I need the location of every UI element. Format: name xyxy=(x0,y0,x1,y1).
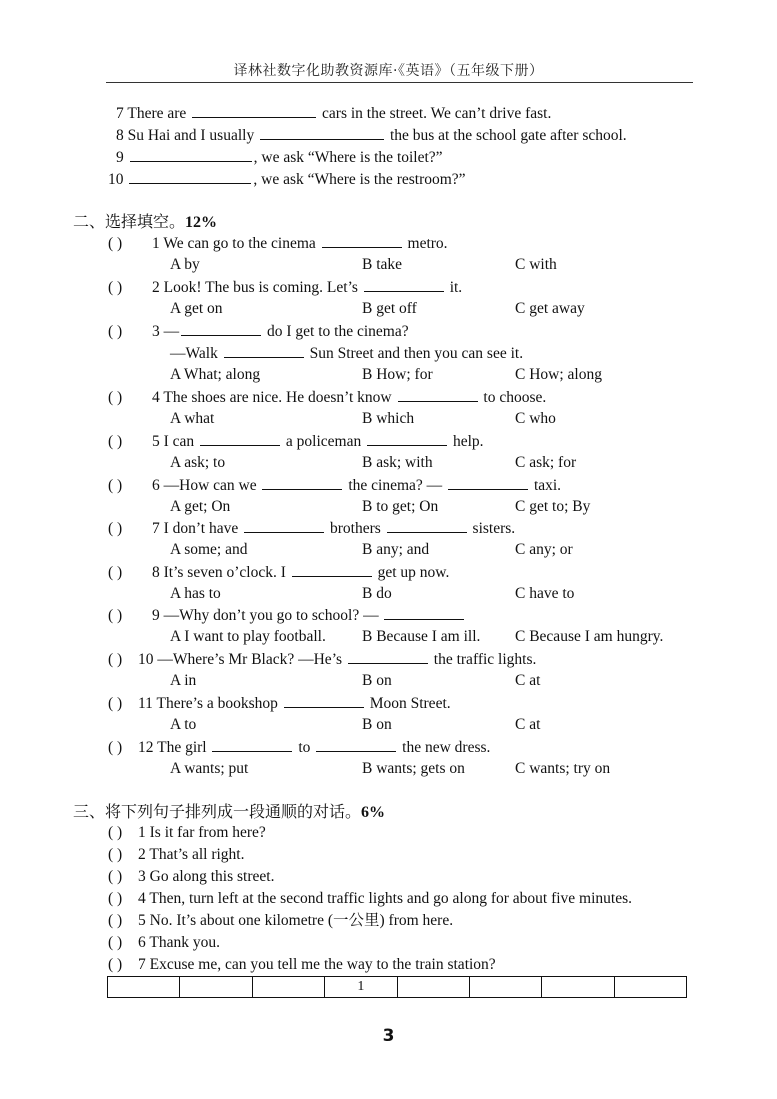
option-b[interactable]: B on xyxy=(362,716,392,733)
dialogue-sentence-1: ( ) 1 Is it far from here? xyxy=(108,824,266,841)
answer-blank[interactable] xyxy=(260,125,384,140)
answer-blank[interactable] xyxy=(130,147,252,162)
answer-blank xyxy=(181,321,261,336)
option-c[interactable]: C who xyxy=(515,410,556,427)
fill-item-7: 7 There are cars in the street. We can’t drive fast. xyxy=(116,105,552,122)
answer-paren[interactable]: ( ) xyxy=(108,477,123,494)
mc-question-11: ( ) 11 There’s a bookshop Moon Street. xyxy=(108,695,451,712)
answer-blank xyxy=(244,518,324,533)
answer-cell[interactable] xyxy=(180,977,252,998)
answer-cell[interactable] xyxy=(252,977,324,998)
answer-blank xyxy=(224,343,304,358)
answer-blank xyxy=(364,277,444,292)
option-c[interactable]: C any; or xyxy=(515,541,573,558)
fill-item-9: 9 , we ask “Where is the toilet?” xyxy=(116,149,443,166)
mc-question-6: ( ) 6 —How can we the cinema? — taxi. xyxy=(108,477,562,494)
answer-paren[interactable]: ( ) xyxy=(108,956,123,973)
option-b[interactable]: B How; for xyxy=(362,366,433,383)
page-header: 译林社数字化助教资源库·《英语》（五年级下册） xyxy=(233,63,544,79)
answer-paren[interactable]: ( ) xyxy=(108,846,123,863)
dialogue-sentence-4: ( ) 4 Then, turn left at the second traffic lights and go along for about five minutes. xyxy=(108,890,633,907)
answer-blank xyxy=(387,518,467,533)
mc-question-2: ( ) 2 Look! The bus is coming. Let’s it. xyxy=(108,279,463,296)
answer-cell[interactable] xyxy=(614,977,686,998)
answer-blank xyxy=(448,475,528,490)
option-b[interactable]: B ask; with xyxy=(362,454,433,471)
answer-paren[interactable]: ( ) xyxy=(108,564,123,581)
answer-blank xyxy=(292,562,372,577)
mc-question-5: ( ) 5 I can a policeman help. xyxy=(108,433,484,450)
option-c[interactable]: C get to; By xyxy=(515,498,591,515)
option-b[interactable]: B wants; gets on xyxy=(362,760,465,777)
mc-question-8: ( ) 8 It’s seven o’clock. I get up now. xyxy=(108,564,450,581)
mc-question-3-line-2: —Walk Sun Street and then you can see it. xyxy=(170,345,524,362)
answer-cell[interactable]: 1 xyxy=(325,977,397,998)
dialogue-sentence-2: ( ) 2 That’s all right. xyxy=(108,846,245,863)
option-b[interactable]: B Because I am ill. xyxy=(362,628,481,645)
answer-blank xyxy=(322,233,402,248)
option-c[interactable]: C at xyxy=(515,672,541,689)
option-b[interactable]: B to get; On xyxy=(362,498,439,515)
page-number: 3 xyxy=(382,1026,395,1046)
option-a[interactable]: A ask; to xyxy=(170,454,226,471)
answer-paren[interactable]: ( ) xyxy=(108,912,123,929)
option-b[interactable]: B which xyxy=(362,410,415,427)
answer-paren[interactable]: ( ) xyxy=(108,323,123,340)
option-c[interactable]: C at xyxy=(515,716,541,733)
option-c[interactable]: C wants; try on xyxy=(515,760,611,777)
answer-paren[interactable]: ( ) xyxy=(108,235,123,252)
option-a[interactable]: A has to xyxy=(170,585,221,602)
answer-blank xyxy=(200,431,280,446)
mc-question-9: ( ) 9 —Why don’t you go to school? — xyxy=(108,605,466,626)
answer-paren[interactable]: ( ) xyxy=(108,934,123,951)
option-b[interactable]: B on xyxy=(362,672,392,689)
answer-cell[interactable] xyxy=(108,977,180,998)
answer-blank xyxy=(384,605,464,620)
answer-paren[interactable]: ( ) xyxy=(108,739,123,756)
option-a[interactable]: A get on xyxy=(170,300,223,317)
option-c[interactable]: C get away xyxy=(515,300,585,317)
answer-paren[interactable]: ( ) xyxy=(108,868,123,885)
mc-question-12: ( ) 12 The girl to the new dress. xyxy=(108,739,491,756)
answer-blank xyxy=(348,649,428,664)
option-c[interactable]: C ask; for xyxy=(515,454,577,471)
option-a[interactable]: A to xyxy=(170,716,197,733)
option-c[interactable]: C Because I am hungry. xyxy=(515,628,664,645)
option-a[interactable]: A get; On xyxy=(170,498,231,515)
answer-paren[interactable]: ( ) xyxy=(108,433,123,450)
section-3-title: 三、将下列句子排列成一段通顺的对话。6% xyxy=(73,802,386,821)
option-a[interactable]: A in xyxy=(170,672,197,689)
answer-blank[interactable] xyxy=(129,169,251,184)
option-b[interactable]: B any; and xyxy=(362,541,430,558)
option-a[interactable]: A by xyxy=(170,256,200,273)
answer-blank xyxy=(398,387,478,402)
answer-paren[interactable]: ( ) xyxy=(108,279,123,296)
dialogue-sentence-6: ( ) 6 Thank you. xyxy=(108,934,220,951)
answer-paren[interactable]: ( ) xyxy=(108,890,123,907)
table-row xyxy=(108,977,687,998)
answer-paren[interactable]: ( ) xyxy=(108,824,123,841)
answer-blank xyxy=(367,431,447,446)
header-rule xyxy=(106,82,693,83)
option-c[interactable]: C have to xyxy=(515,585,575,602)
answer-cell[interactable] xyxy=(397,977,469,998)
option-b[interactable]: B get off xyxy=(362,300,417,317)
answer-blank[interactable] xyxy=(192,103,316,118)
mc-question-3: ( ) 3 — do I get to the cinema? xyxy=(108,323,409,340)
fill-item-10: 10 , we ask “Where is the restroom?” xyxy=(108,171,466,188)
answer-blank xyxy=(212,737,292,752)
option-c[interactable]: C How; along xyxy=(515,366,602,383)
mc-question-10: ( ) 10 —Where’s Mr Black? —He’s the traffic lights. xyxy=(108,651,537,668)
answer-paren[interactable]: ( ) xyxy=(108,389,123,406)
mc-question-7: ( ) 7 I don’t have brothers sisters. xyxy=(108,520,516,537)
option-a[interactable]: A some; and xyxy=(170,541,248,558)
answer-paren[interactable]: ( ) xyxy=(108,651,123,668)
mc-question-4: ( ) 4 The shoes are nice. He doesn’t know to choose. xyxy=(108,389,547,406)
answer-cell[interactable] xyxy=(469,977,541,998)
answer-paren[interactable]: ( ) xyxy=(108,695,123,712)
dialogue-sentence-7: ( ) 7 Excuse me, can you tell me the way to the train station? xyxy=(108,956,496,973)
option-a[interactable]: A what xyxy=(170,410,215,427)
option-c[interactable]: C with xyxy=(515,256,557,273)
mc-question-1: ( ) 1 We can go to the cinema metro. xyxy=(108,235,448,252)
answer-cell[interactable] xyxy=(542,977,614,998)
answer-paren[interactable]: ( ) xyxy=(108,520,123,537)
option-b[interactable]: B do xyxy=(362,585,392,602)
option-a[interactable]: A What; along xyxy=(170,366,261,383)
option-a[interactable]: A wants; put xyxy=(170,760,249,777)
section-2-title: 二、选择填空。12% xyxy=(73,212,218,231)
answer-blank xyxy=(262,475,342,490)
option-b[interactable]: B take xyxy=(362,256,403,273)
dialogue-sentence-5: ( ) 5 No. It’s about one kilometre (一公里) from here. xyxy=(108,912,454,929)
dialogue-sentence-3: ( ) 3 Go along this street. xyxy=(108,868,275,885)
answer-blank xyxy=(284,693,364,708)
fill-item-8: 8 Su Hai and I usually the bus at the school gate after school. xyxy=(116,127,627,144)
answer-paren[interactable]: ( ) xyxy=(108,607,123,624)
answer-blank xyxy=(316,737,396,752)
order-answer-table xyxy=(107,976,687,998)
option-a[interactable]: A I want to play football. xyxy=(170,628,326,645)
